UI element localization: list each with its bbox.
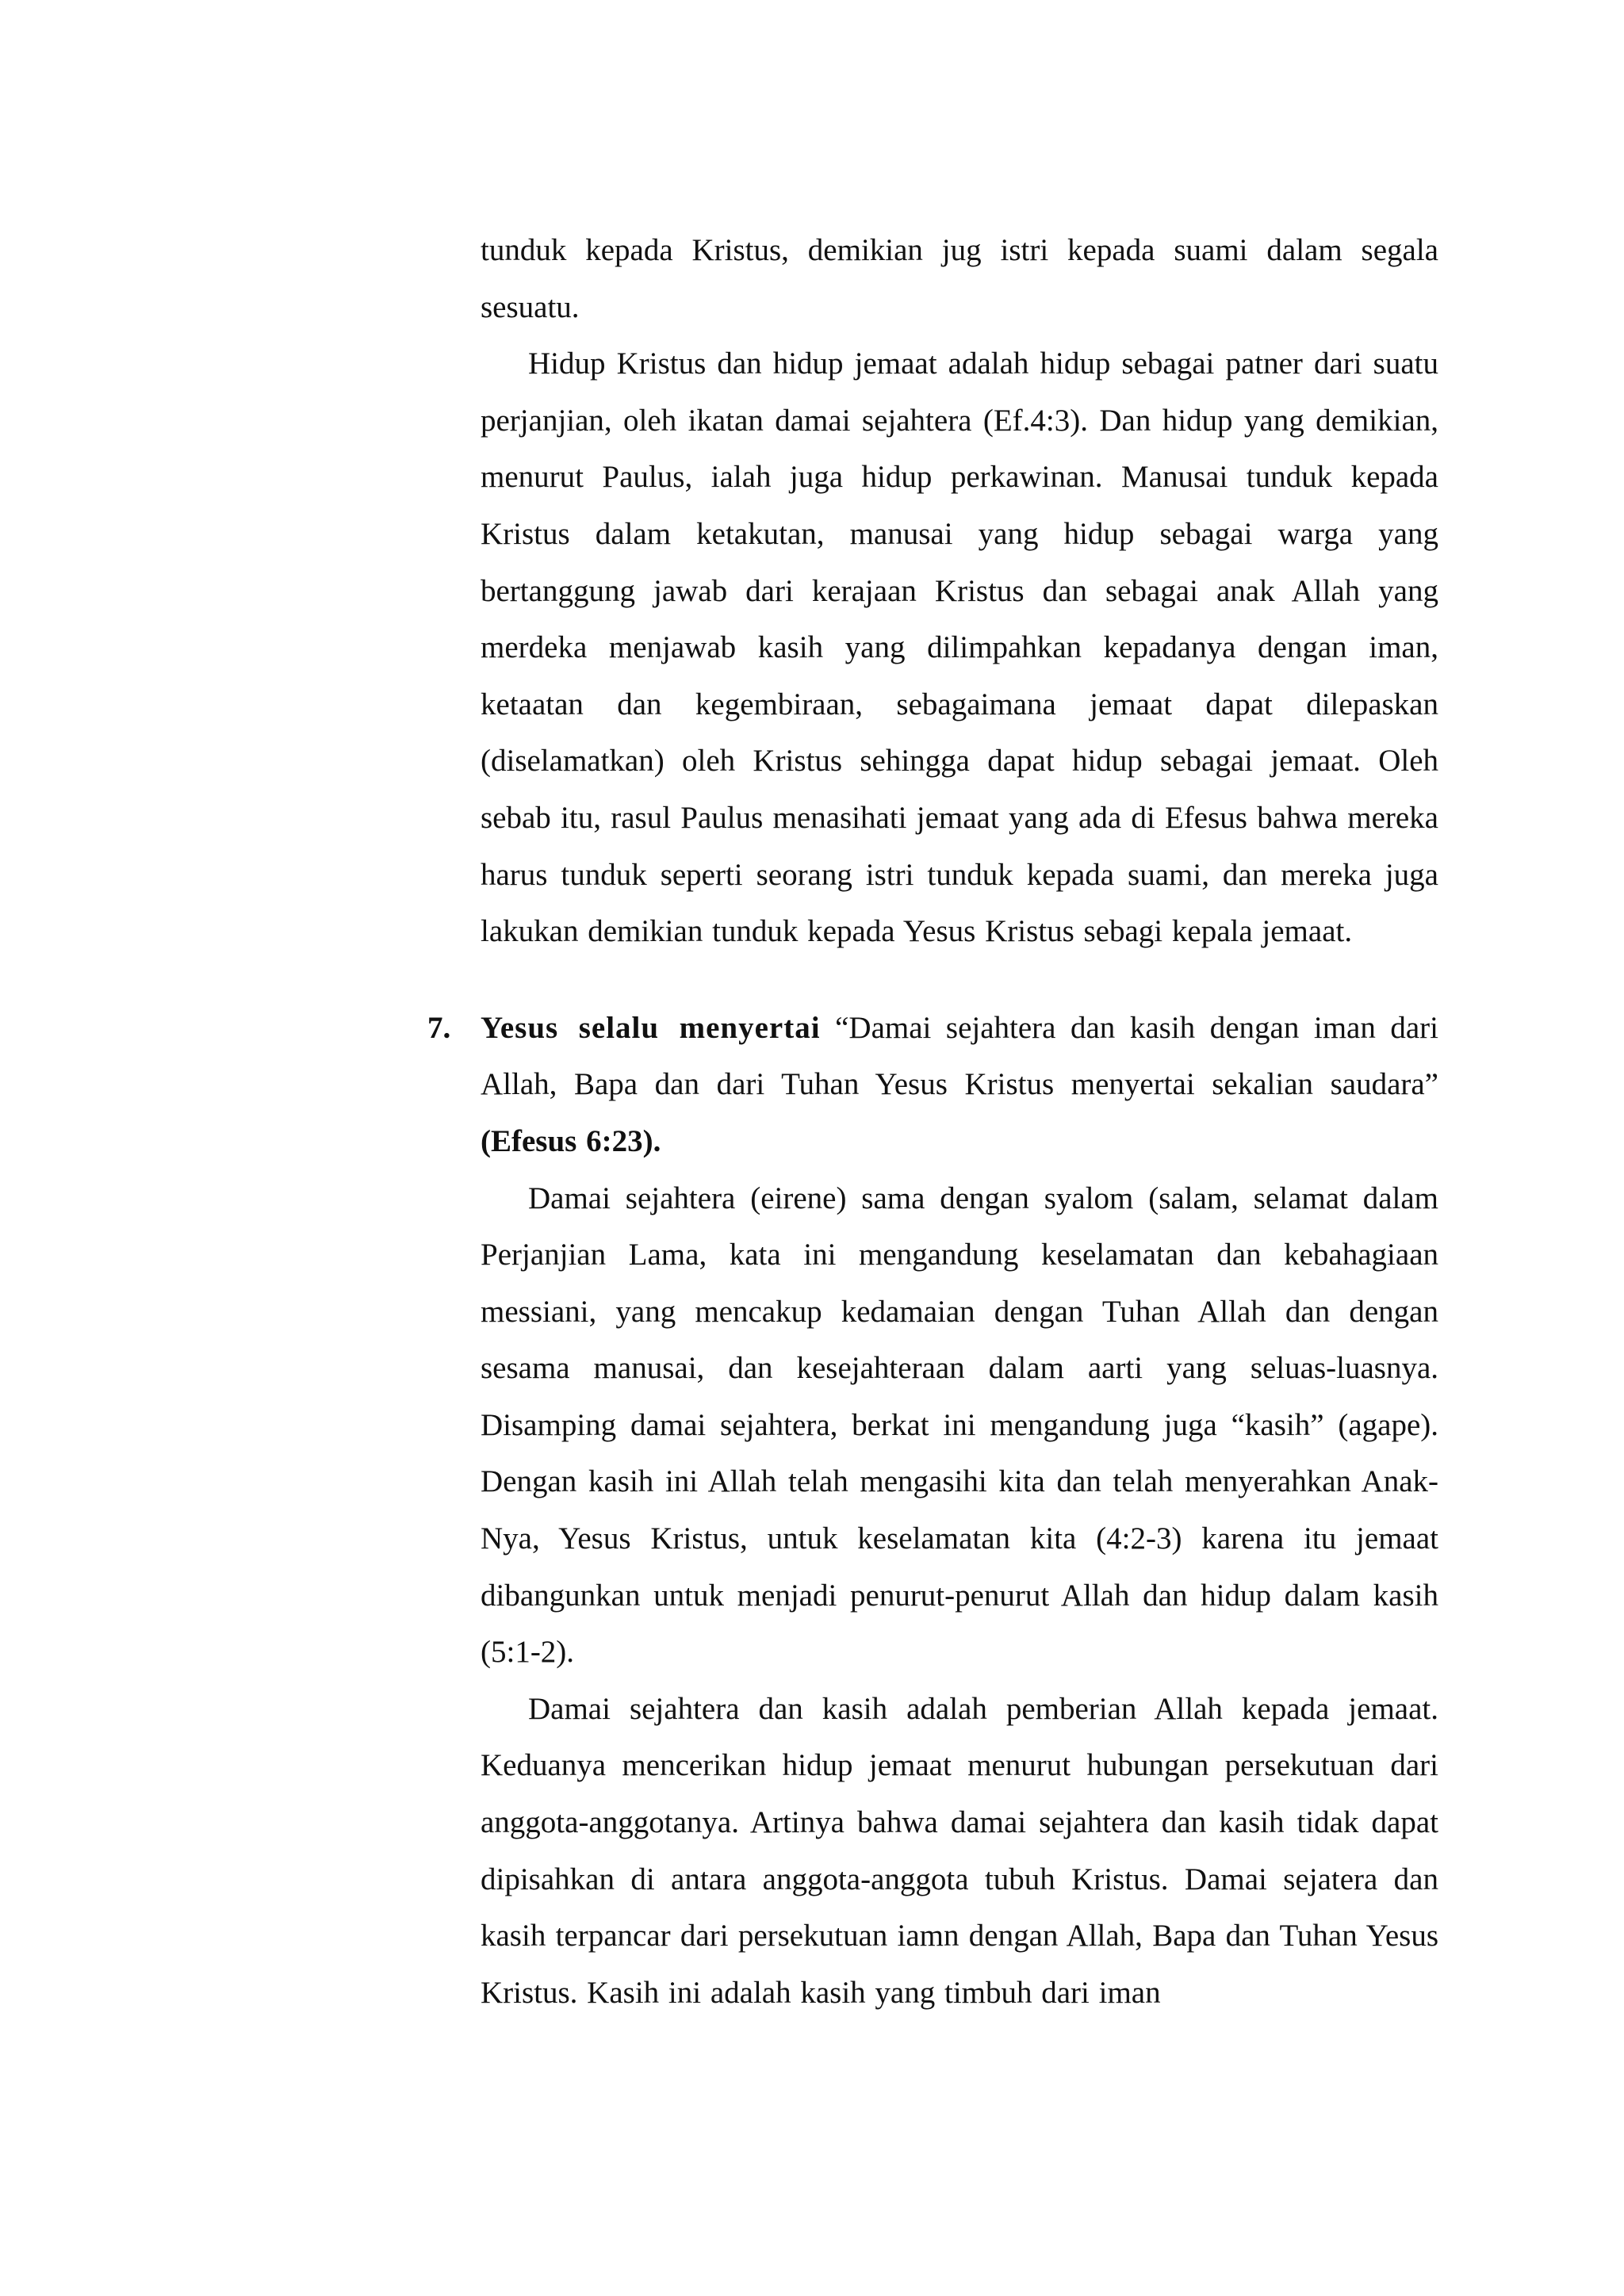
paragraph-continuation: tunduk kepada Kristus, demikian jug istri kepada suami dalam segala sesuatu. [481,233,1438,324]
section-7-item [427,1000,1438,2022]
section-7-quote: “Damai sejahtera dan kasih dengan iman dari Allah, Bapa dan dari Tuhan Yesus Kristus menyertai sekalian saudara” [481,1010,1438,1102]
page-body [427,222,1438,2021]
section-7-heading: Yesus selalu menyertai [481,1010,821,1045]
section-7-number: 7. [427,1010,451,1045]
section-7-intro [481,1000,1438,1170]
paragraph-damai-sejahtera: Damai sejahtera (eirene) sama dengan syalom (salam, selamat dalam Perjanjian Lama, kata ini mengandung keselamatan dan kebahagiaan messiani, yang mencakup kedamaian dengan Tuhan Allah dan dengan sesama manusai, dan kesejahteraan dalam aarti yang seluas-luasnya. Disamping damai sejahtera, berkat ini mengandung juga “kasih” (agape). Dengan kasih ini Allah telah mengasihi kita dan telah menyerahkan Anak-Nya, Yesus Kristus, untuk keselamatan kita (4:2-3) karena itu jemaat dibangunkan untuk menjadi penurut-penurut Allah dan hidup dalam kasih (5:1-2). [481,1181,1438,1670]
paragraph-pemberian-allah: Damai sejahtera dan kasih adalah pemberian Allah kepada jemaat. Keduanya mencerikan hidup jemaat menurut hubungan persekutuan dari anggota-anggotanya. Artinya bahwa damai sejahtera dan kasih tidak dapat dipisahkan di antara anggota-anggota tubuh Kristus. Damai sejatera dan kasih terpancar dari persekutuan iamn dengan Allah, Bapa dan Tuhan Yesus Kristus. Kasih ini adalah kasih yang timbuh dari iman [481,1691,1438,2010]
paragraph-kristus-jemaat: Hidup Kristus dan hidup jemaat adalah hidup sebagai patner dari suatu perjanjian, oleh ikatan damai sejahtera (Ef.4:3). Dan hidup yang demikian, menurut Paulus, ialah juga hidup perkawinan. Manusai tunduk kepada Kristus dalam ketakutan, manusai yang hidup sebagai warga yang bertanggung jawab dari kerajaan Kristus dan sebagai anak Allah yang merdeka menjawab kasih yang dilimpahkan kepadanya dengan iman, ketaatan dan kegembiraan, sebagaimana jemaat dapat dilepaskan (diselamatkan) oleh Kristus sehingga dapat hidup sebagai jemaat. Oleh sebab itu, rasul Paulus menasihati jemaat yang ada di Efesus bahwa mereka harus tunduk seperti seorang istri tunduk kepada suami, dan mereka juga lakukan demikian tunduk kepada Yesus Kristus sebagi kepala jemaat. [481,346,1438,949]
section-7-reference: (Efesus 6:23). [481,1123,661,1158]
